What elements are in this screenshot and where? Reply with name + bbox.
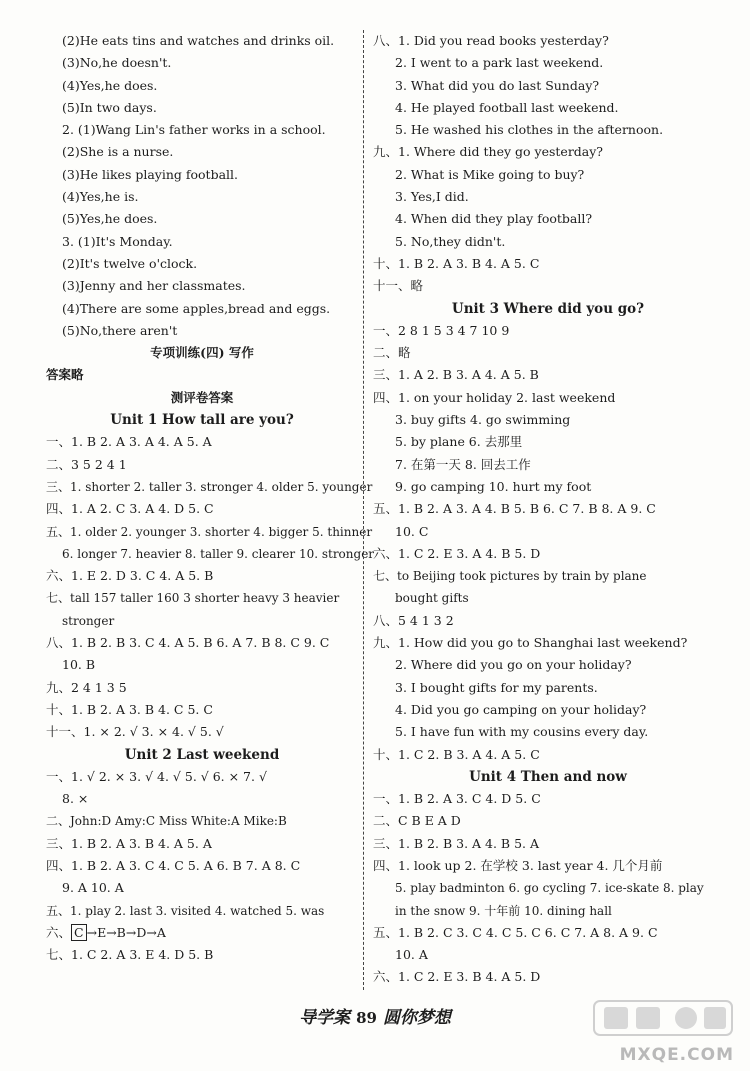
left-line: (4)Yes,he does. (62, 77, 158, 93)
right-line: 5. He washed his clothes in the afternoon. (395, 122, 664, 138)
left-line: 四、1. B 2. A 3. C 4. C 5. A 6. B 7. A 8. C (46, 857, 301, 873)
left-line: (3)He likes playing football. (62, 166, 238, 182)
right-line: 2. Where did you go on your holiday? (395, 657, 632, 673)
right-line: bought gifts (395, 591, 469, 606)
left-line: (5)In two days. (62, 99, 157, 115)
right-line: 十、1. B 2. A 3. B 4. A 5. C (373, 255, 540, 271)
left-line: 一、1. √ 2. × 3. √ 4. √ 5. √ 6. × 7. √ (46, 768, 267, 784)
right-line: 八、5 4 1 3 2 (373, 612, 454, 628)
right-line: 六、1. C 2. E 3. B 4. A 5. D (373, 969, 541, 985)
right-line: 四、1. on your holiday 2. last weekend (373, 389, 616, 405)
right-line: 2. What is Mike going to buy? (395, 166, 585, 182)
right-column (373, 30, 723, 989)
left-line: (4)Yes,he is. (62, 189, 139, 205)
right-line: 三、1. A 2. B 3. A 4. A 5. B (373, 367, 539, 383)
right-line: 三、1. B 2. B 3. A 4. B 5. A (373, 835, 540, 851)
right-line: 七、to Beijing took pictures by train by plane (373, 569, 647, 584)
left-line: 9. A 10. A (62, 880, 124, 896)
left-line: 二、3 5 2 4 1 (46, 456, 127, 472)
right-line: 3. What did you do last Sunday? (395, 77, 600, 93)
right-line: 5. No,they didn't. (395, 233, 506, 249)
left-line: 五、1. older 2. younger 3. shorter 4. bigger 5. thinner (46, 524, 373, 539)
right-line: 九、1. How did you go to Shanghai last weekend? (373, 635, 688, 651)
left-line: (3)Jenny and her classmates. (62, 278, 246, 294)
right-line: 二、略 (373, 345, 411, 361)
right-line: 六、1. C 2. E 3. A 4. B 5. D (373, 545, 541, 561)
left-line: 七、tall 157 taller 160 3 shorter heavy 3 heavier (46, 591, 340, 606)
footer-slogan: 圆你梦想 (382, 1008, 451, 1028)
right-line: in the snow 9. 十年前 10. dining hall (395, 903, 612, 918)
right-line: 4. He played football last weekend. (395, 99, 619, 115)
right-line: 4. Did you go camping on your holiday? (395, 701, 647, 717)
left-line: 10. B (62, 657, 96, 673)
right-line: Unit 4 Then and now (469, 768, 627, 785)
left-line: 五、1. play 2. last 3. visited 4. watched 5. was (46, 903, 325, 918)
right-line: 3. Yes,I did. (395, 189, 469, 205)
right-line: 一、2 8 1 5 3 4 7 10 9 (373, 322, 510, 338)
right-line: 10. A (395, 947, 428, 963)
left-column (46, 30, 375, 966)
right-line: 7. 在第一天 8. 回去工作 (395, 456, 531, 472)
left-line: 七、1. C 2. A 3. E 4. D 5. B (46, 947, 214, 963)
left-line: Unit 1 How tall are you? (110, 412, 294, 429)
left-line: 答案略 (46, 367, 84, 383)
right-line: 3. I bought gifts for my parents. (395, 679, 598, 695)
left-line (46, 922, 358, 944)
page-number: 89 (356, 1009, 377, 1027)
left-line: 十、1. B 2. A 3. B 4. C 5. C (46, 701, 213, 717)
right-line: 10. C (395, 523, 429, 539)
left-line: 3. (1)It's Monday. (62, 233, 173, 249)
left-line: 十一、1. × 2. √ 3. × 4. √ 5. √ (46, 724, 224, 740)
right-line: 5. I have fun with my cousins every day. (395, 724, 649, 740)
left-line: 九、2 4 1 3 5 (46, 679, 127, 695)
right-line: 9. go camping 10. hurt my foot (395, 478, 592, 494)
line-prefix: 六、 (46, 924, 72, 940)
left-line: 三、1. B 2. A 3. B 4. A 5. A (46, 835, 212, 851)
footer-brand: 导学案 (299, 1008, 351, 1028)
right-line: 五、1. B 2. A 3. A 4. B 5. B 6. C 7. B 8. A 9. C (373, 501, 656, 517)
right-line: 四、1. look up 2. 在学校 3. last year 4. 几个月前 (373, 857, 663, 873)
left-line: (4)There are some apples,bread and eggs. (62, 300, 331, 316)
left-line: 2. (1)Wang Lin's father works in a school. (62, 122, 326, 138)
right-line: 5. play badminton 6. go cycling 7. ice-skate 8. play (395, 881, 704, 896)
boxed-answer: C (71, 924, 87, 941)
line-rest: →E→B→D→A (86, 924, 166, 940)
left-line: 8. × (62, 791, 89, 807)
left-line: (5)No,there aren't (62, 322, 178, 338)
left-line: 一、1. B 2. A 3. A 4. A 5. A (46, 434, 212, 450)
right-line: 4. When did they play football? (395, 211, 593, 227)
right-line: 五、1. B 2. C 3. C 4. C 5. C 6. C 7. A 8. A 9. C (373, 924, 658, 940)
left-line: (2)It's twelve o'clock. (62, 255, 198, 271)
right-line: 十、1. C 2. B 3. A 4. A 5. C (373, 746, 540, 762)
left-line: 四、1. A 2. C 3. A 4. D 5. C (46, 501, 214, 517)
left-line: 三、1. shorter 2. taller 3. stronger 4. older 5. younger (46, 479, 373, 494)
left-line: 二、John:D Amy:C Miss White:A Mike:B (46, 814, 287, 829)
right-line: 八、1. Did you read books yesterday? (373, 33, 609, 48)
left-line: 六、1. E 2. D 3. C 4. A 5. B (46, 568, 214, 584)
right-line: 二、C B E A D (373, 813, 461, 829)
left-line: (5)Yes,he does. (62, 211, 158, 227)
left-line: 6. longer 7. heavier 8. taller 9. clearer 10. stronger (62, 546, 375, 561)
left-line: 测评卷答案 (170, 389, 234, 405)
right-line: Unit 3 Where did you go? (451, 300, 645, 317)
right-line: 2. I went to a park last weekend. (395, 55, 604, 71)
left-line: 专项训练(四) 写作 (150, 345, 254, 361)
column-divider (363, 30, 364, 990)
watermark-text: MXQE.COM (619, 1045, 734, 1065)
right-line: 十一、略 (373, 278, 424, 294)
left-line: Unit 2 Last weekend (124, 746, 280, 763)
left-line: stronger (62, 613, 115, 628)
left-line: (2)He eats tins and watches and drinks oil. (62, 33, 335, 48)
right-line: 5. by plane 6. 去那里 (395, 434, 523, 450)
left-line: 八、1. B 2. B 3. C 4. A 5. B 6. A 7. B 8. C 9. C (46, 635, 330, 651)
right-line: 一、1. B 2. A 3. C 4. D 5. C (373, 791, 541, 807)
left-line: (3)No,he doesn't. (62, 55, 172, 71)
left-line: (2)She is a nurse. (62, 144, 174, 160)
right-line: 3. buy gifts 4. go swimming (395, 412, 571, 428)
right-line: 九、1. Where did they go yesterday? (373, 144, 604, 160)
